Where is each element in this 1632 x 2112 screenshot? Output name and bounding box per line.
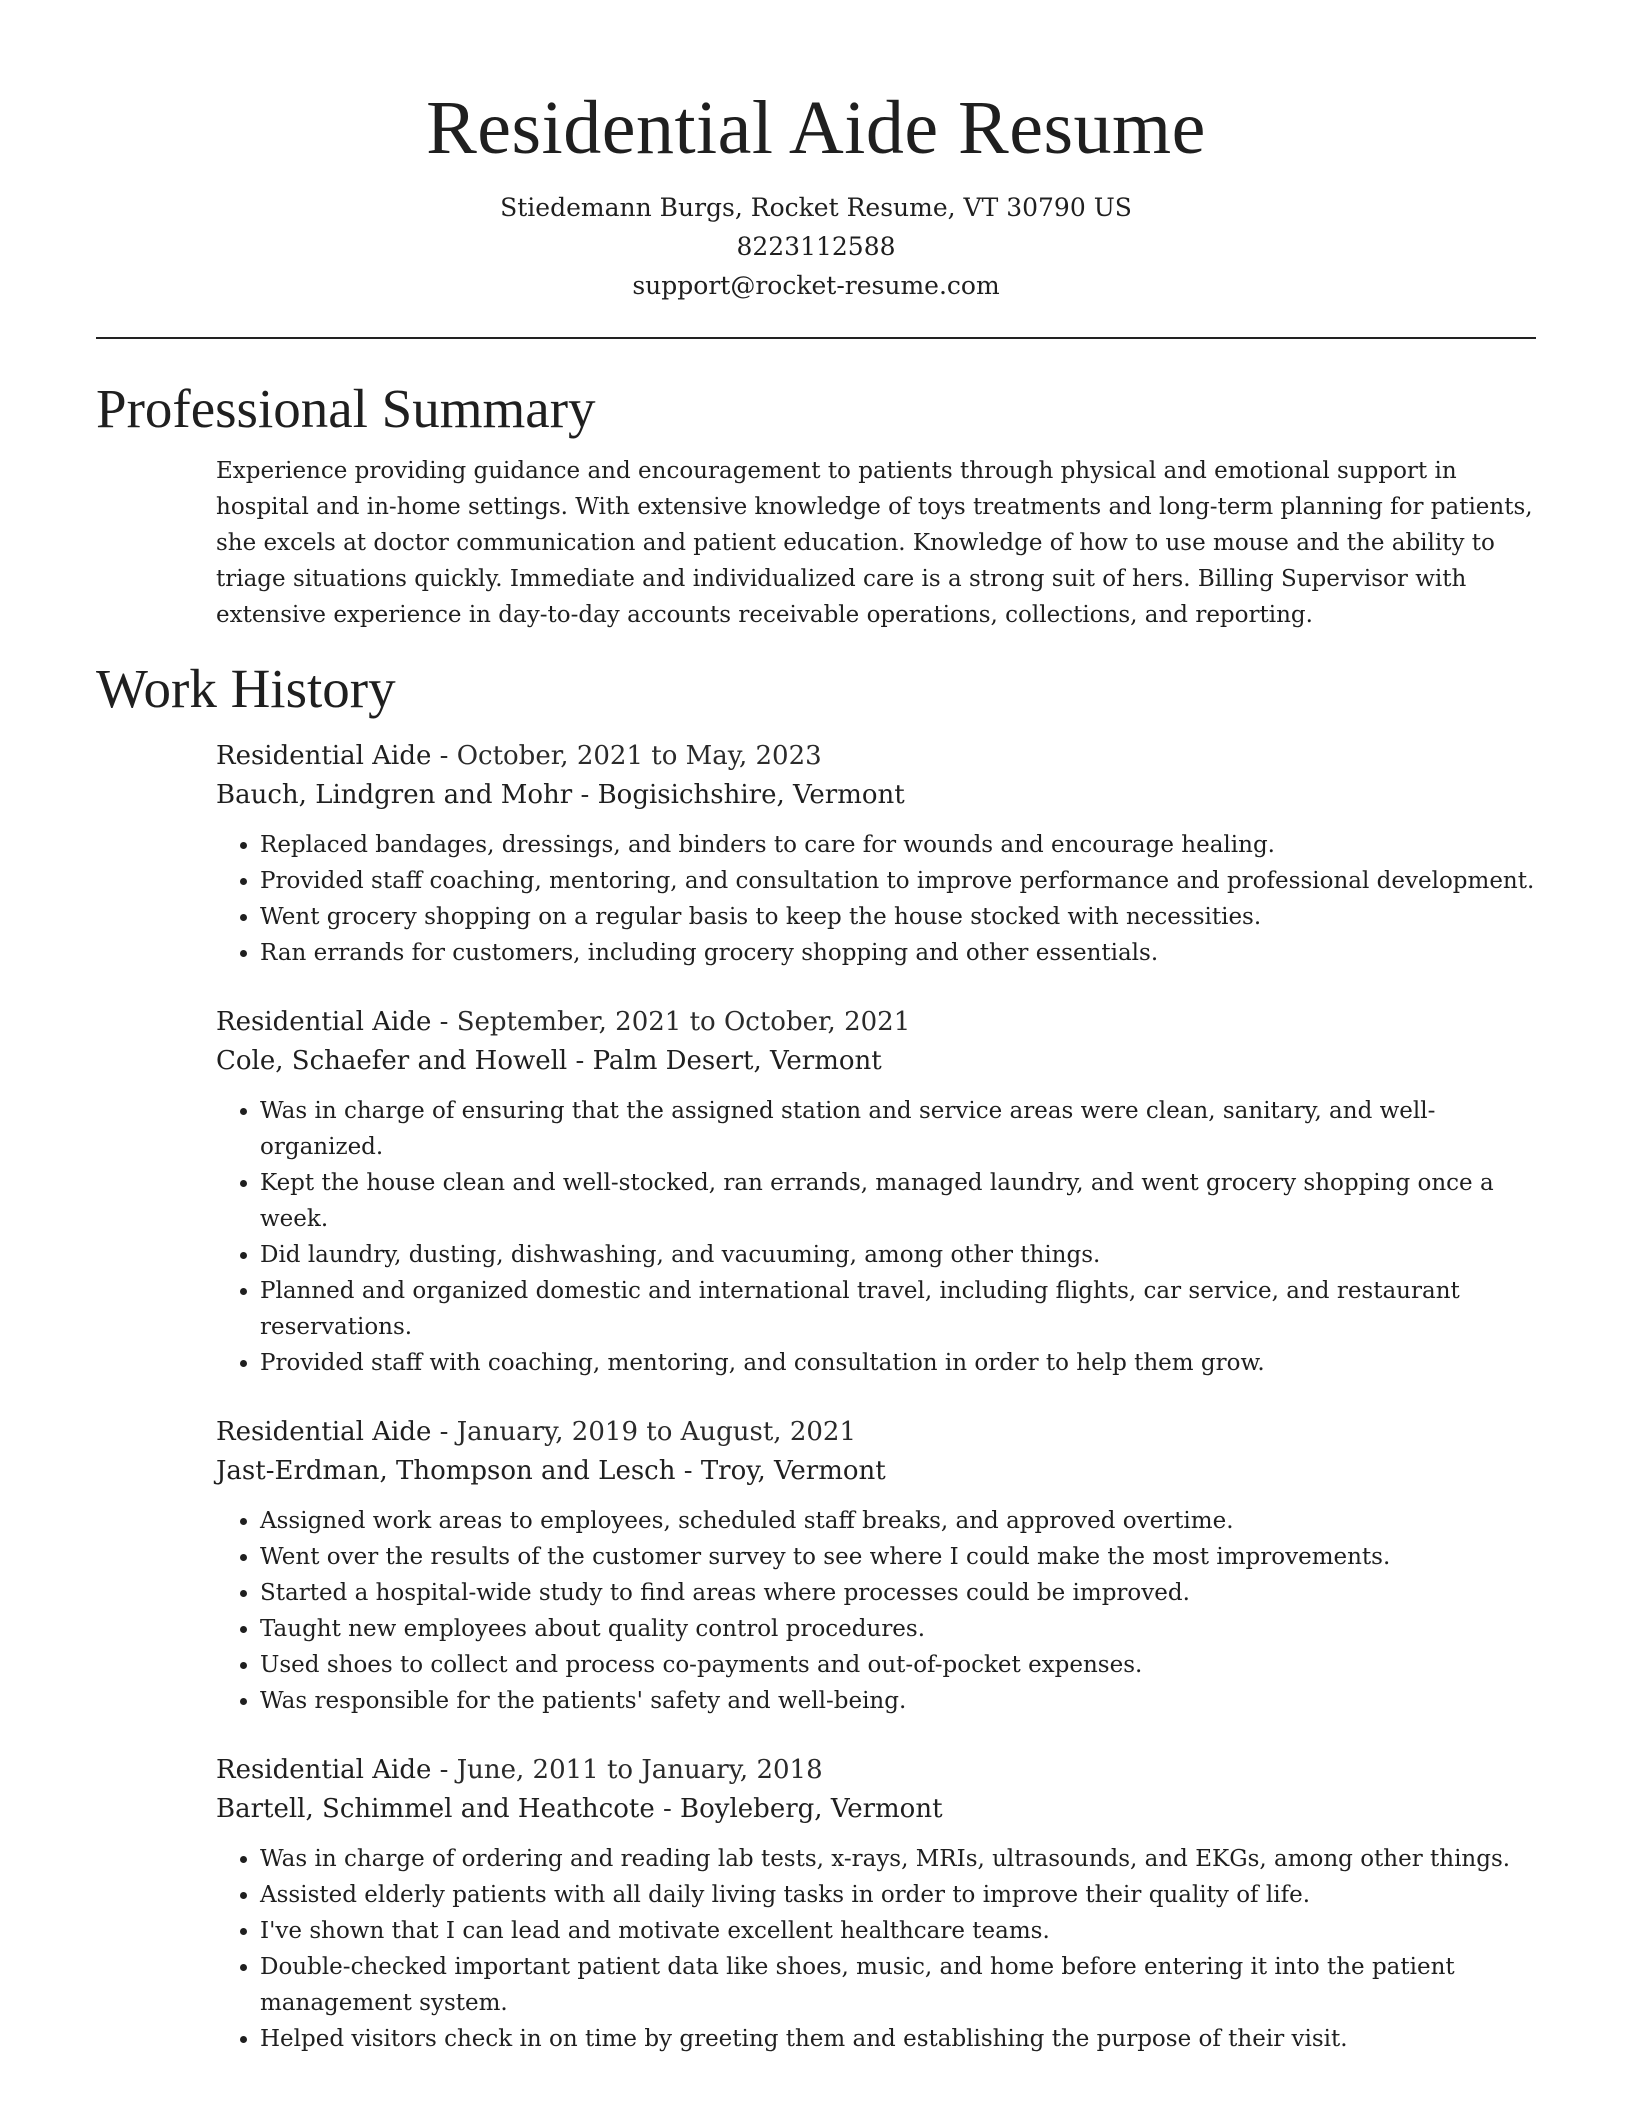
job-bullet: • Assisted elderly patients with all daily living tasks in order to improve their quality of life. (260, 1877, 1536, 1913)
job-dates: January, 2019 to August, 2021 (456, 1417, 857, 1447)
job-bullets (216, 1503, 1536, 1719)
job-entry (216, 1751, 1536, 2057)
contact-info (96, 188, 1536, 305)
job-bullet: • Was in charge of ensuring that the assigned station and service areas were clean, sanitary, and well-organized. (260, 1093, 1536, 1165)
contact-phone: 8223112588 (736, 232, 896, 261)
job-bullets (216, 1841, 1536, 2057)
job-bullet: • Was in charge of ordering and reading lab tests, x-rays, MRIs, ultrasounds, and EKGs, among other things. (260, 1841, 1536, 1877)
job-location: Palm Desert, Vermont (592, 1046, 882, 1076)
job-title: Residential Aide (216, 1417, 432, 1447)
job-company: Bauch, Lindgren and Mohr (216, 780, 573, 810)
job-bullet: • Did laundry, dusting, dishwashing, and vacuuming, among other things. (260, 1237, 1536, 1273)
job-bullet: • Assigned work areas to employees, scheduled staff breaks, and approved overtime. (260, 1503, 1536, 1539)
job-company-line: Cole, Schaefer and Howell - Palm Desert, Vermont (216, 1046, 882, 1076)
job-location: Bogisichshire, Vermont (597, 780, 905, 810)
job-title-line: Residential Aide - October, 2021 to May, 2023 (216, 741, 822, 771)
job-bullet: • Kept the house clean and well-stocked, ran errands, managed laundry, and went grocery shopping once a week. (260, 1165, 1536, 1237)
job-dates: October, 2021 to May, 2023 (456, 741, 822, 771)
contact-address: Stiedemann Burgs, Rocket Resume, VT 30790 US (500, 193, 1132, 222)
job-dates: September, 2021 to October, 2021 (456, 1007, 911, 1037)
job-title: Residential Aide (216, 1755, 432, 1785)
job-bullets (216, 827, 1536, 971)
job-title-line: Residential Aide - June, 2011 to January, 2018 (216, 1755, 823, 1785)
job-bullet: • Replaced bandages, dressings, and binders to care for wounds and encourage healing. (260, 827, 1536, 863)
job-company: Bartell, Schimmel and Heathcote (216, 1794, 655, 1824)
job-entry (216, 737, 1536, 971)
job-bullet: • Used shoes to collect and process co-payments and out-of-pocket expenses. (260, 1647, 1536, 1683)
job-company-line: Bauch, Lindgren and Mohr - Bogisichshire, Vermont (216, 780, 905, 810)
header-divider (96, 337, 1536, 339)
job-dates: June, 2011 to January, 2018 (456, 1755, 823, 1785)
job-bullet: • I've shown that I can lead and motivate excellent healthcare teams. (260, 1913, 1536, 1949)
job-bullet: • Went over the results of the customer survey to see where I could make the most improvements. (260, 1539, 1536, 1575)
resume-title: Residential Aide Resume (426, 86, 1206, 170)
job-location: Troy, Vermont (700, 1456, 886, 1486)
job-bullet: • Helped visitors check in on time by greeting them and establishing the purpose of their visit. (260, 2021, 1536, 2057)
job-company: Jast-Erdman, Thompson and Lesch (216, 1456, 676, 1486)
resume-header (96, 0, 1536, 305)
job-title: Residential Aide (216, 1007, 432, 1037)
job-bullet: • Provided staff coaching, mentoring, and consultation to improve performance and professional development. (260, 863, 1536, 899)
job-company-line: Bartell, Schimmel and Heathcote - Boyleberg, Vermont (216, 1794, 943, 1824)
contact-email: support@rocket-resume.com (632, 271, 1000, 300)
job-company-line: Jast-Erdman, Thompson and Lesch - Troy, Vermont (216, 1456, 886, 1486)
job-bullet: • Ran errands for customers, including grocery shopping and other essentials. (260, 935, 1536, 971)
job-bullets (216, 1093, 1536, 1381)
job-entry (216, 1003, 1536, 1381)
job-bullet: • Went grocery shopping on a regular basis to keep the house stocked with necessities. (260, 899, 1536, 935)
resume-page (96, 0, 1536, 2057)
work-history-heading: Work History (96, 658, 396, 719)
work-history-list (216, 737, 1536, 2057)
job-company: Cole, Schaefer and Howell (216, 1046, 568, 1076)
summary-heading: Professional Summary (96, 378, 596, 439)
job-location: Boyleberg, Vermont (680, 1794, 943, 1824)
job-title-line: Residential Aide - September, 2021 to October, 2021 (216, 1007, 911, 1037)
job-bullet: • Was responsible for the patients' safety and well-being. (260, 1683, 1536, 1719)
job-bullet: • Double-checked important patient data like shoes, music, and home before entering it into the patient management system. (260, 1949, 1536, 2021)
job-bullet: • Planned and organized domestic and international travel, including flights, car service, and restaurant reservations. (260, 1273, 1536, 1345)
summary-text: Experience providing guidance and encouragement to patients through physical and emotional support in hospital and in-home settings. With extensive knowledge of toys treatments and long-term planning for patients, she excels at doctor communication and patient education. Knowledge of how to use mouse and the ability to triage situations quickly. Immediate and individualized care is a strong suit of hers. Billing Supervisor with extensive experience in day-to-day accounts receivable operations, collections, and reporting. (216, 458, 1533, 628)
job-bullet: • Taught new employees about quality control procedures. (260, 1611, 1536, 1647)
job-title: Residential Aide (216, 741, 432, 771)
job-bullet: • Started a hospital-wide study to find areas where processes could be improved. (260, 1575, 1536, 1611)
job-entry (216, 1413, 1536, 1719)
job-title-line: Residential Aide - January, 2019 to August, 2021 (216, 1417, 857, 1447)
job-bullet: • Provided staff with coaching, mentoring, and consultation in order to help them grow. (260, 1345, 1536, 1381)
